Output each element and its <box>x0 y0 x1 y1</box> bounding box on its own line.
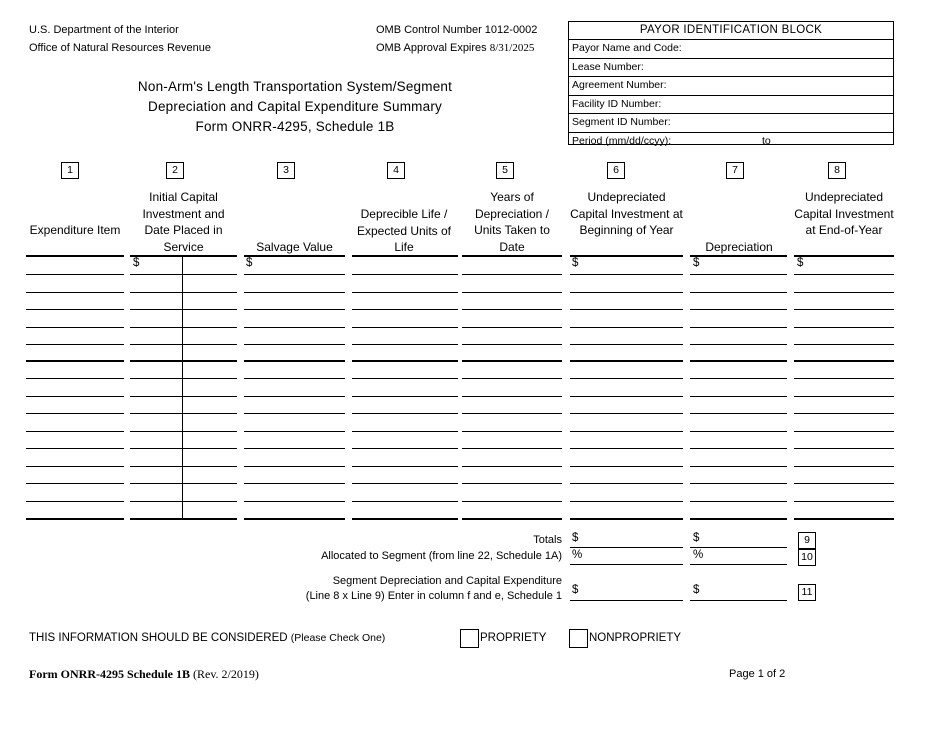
table-row-line[interactable] <box>570 344 683 345</box>
table-header-rule <box>794 255 894 257</box>
table-row-line <box>130 518 237 520</box>
table-row-line[interactable] <box>462 309 562 310</box>
table-row-line[interactable] <box>130 483 237 484</box>
table-row-line[interactable] <box>26 396 124 397</box>
table-row-line[interactable] <box>26 501 124 502</box>
table-row-line[interactable] <box>244 309 345 310</box>
column-number-8: 8 <box>828 162 846 179</box>
table-row-line[interactable] <box>690 327 787 328</box>
column-header-undepreciated-end: Undepreciated Capital Investment at End-of-Year <box>794 190 894 237</box>
totals-col6-field[interactable] <box>570 547 683 548</box>
table-row-line[interactable] <box>570 292 683 293</box>
table-row-line[interactable] <box>130 344 237 345</box>
table-row-line[interactable] <box>570 396 683 397</box>
table-row-line[interactable] <box>794 483 894 484</box>
table-header-rule <box>352 255 458 257</box>
footer-form-id <box>29 667 259 682</box>
propriety-label: PROPRIETY <box>480 632 547 644</box>
table-row-line <box>352 518 458 520</box>
table-row-line[interactable] <box>130 360 237 362</box>
table-row-line[interactable] <box>352 396 458 397</box>
table-row-line[interactable] <box>130 274 237 275</box>
table-row-line[interactable] <box>352 274 458 275</box>
table-row-line[interactable] <box>794 431 894 432</box>
table-row-line[interactable] <box>690 448 787 449</box>
currency-symbol-col2: $ <box>133 257 140 269</box>
table-row-line[interactable] <box>794 413 894 414</box>
table-row-line[interactable] <box>130 292 237 293</box>
facility-id-field[interactable] <box>569 96 893 115</box>
column-header-initial-capital: Initial Capital Investment and Date Placed in Service <box>142 190 225 254</box>
currency-symbol-col3: $ <box>246 257 253 269</box>
table-row-line[interactable] <box>462 396 562 397</box>
table-row-line[interactable] <box>26 360 124 362</box>
table-row-line[interactable] <box>130 466 237 467</box>
allocated-col6-percent: % <box>572 549 583 561</box>
table-row-line <box>794 518 894 520</box>
table-row-line[interactable] <box>244 344 345 345</box>
column-2-divider <box>182 257 183 519</box>
table-row-line[interactable] <box>130 378 237 379</box>
table-row-line[interactable] <box>794 378 894 379</box>
table-row-line[interactable] <box>26 466 124 467</box>
table-row-line <box>462 518 562 520</box>
allocated-label: Allocated to Segment (from line 22, Schedule 1A) <box>321 550 562 562</box>
table-row-line[interactable] <box>794 466 894 467</box>
table-row-line[interactable] <box>570 309 683 310</box>
table-row-line[interactable] <box>794 448 894 449</box>
column-header-depreciation: Depreciation <box>705 240 773 254</box>
segment-id-label: Segment ID Number: <box>572 116 671 128</box>
table-header-rule <box>130 255 237 257</box>
table-row-line[interactable] <box>794 309 894 310</box>
table-row-line[interactable] <box>352 360 458 362</box>
table-row-line[interactable] <box>244 274 345 275</box>
table-row-line[interactable] <box>462 413 562 414</box>
omb-expires-date: 8/31/2025 <box>489 42 535 54</box>
period-to-label: to <box>762 134 771 147</box>
totals-label: Totals <box>533 534 562 546</box>
office-name: Office of Natural Resources Revenue <box>29 42 211 54</box>
table-row-line[interactable] <box>462 501 562 502</box>
page-number: Page 1 of 2 <box>729 668 786 680</box>
table-row-line <box>570 518 683 520</box>
table-row-line[interactable] <box>462 378 562 379</box>
table-row-line[interactable] <box>26 344 124 345</box>
table-row-line[interactable] <box>26 413 124 414</box>
table-row-line[interactable] <box>244 292 345 293</box>
table-row-line[interactable] <box>570 360 683 362</box>
column-header-years-of-depreciation: Years of Depreciation / Units Taken to Date <box>474 190 550 254</box>
table-row-line[interactable] <box>244 396 345 397</box>
table-row-line[interactable] <box>26 448 124 449</box>
table-row-line[interactable] <box>462 431 562 432</box>
table-row-line <box>244 518 345 520</box>
table-row-line[interactable] <box>352 466 458 467</box>
table-row-line[interactable] <box>244 466 345 467</box>
table-row-line[interactable] <box>352 413 458 414</box>
agreement-number-field[interactable] <box>569 77 893 96</box>
table-row-line[interactable] <box>570 483 683 484</box>
table-row-line[interactable] <box>690 309 787 310</box>
table-row-line[interactable] <box>690 344 787 345</box>
table-row-line[interactable] <box>462 327 562 328</box>
line-number-11: 11 <box>798 584 816 601</box>
table-row-line[interactable] <box>570 378 683 379</box>
table-row-line[interactable] <box>352 448 458 449</box>
table-row-line[interactable] <box>26 309 124 310</box>
table-row-line[interactable] <box>352 327 458 328</box>
table-row-line[interactable] <box>794 274 894 275</box>
table-row-line[interactable] <box>794 396 894 397</box>
table-row-line[interactable] <box>794 292 894 293</box>
table-header-rule <box>690 255 787 257</box>
column-header-deprecible-life: Deprecible Life / Expected Units of Life <box>356 207 452 254</box>
table-row-line[interactable] <box>690 360 787 362</box>
table-row-line[interactable] <box>462 292 562 293</box>
segment-col6-field[interactable] <box>570 600 683 601</box>
table-row-line[interactable] <box>794 344 894 345</box>
table-row-line[interactable] <box>130 431 237 432</box>
segment-col6-currency: $ <box>572 584 579 596</box>
column-number-7: 7 <box>726 162 744 179</box>
table-row-line[interactable] <box>244 327 345 328</box>
lease-number-field[interactable] <box>569 59 893 78</box>
payor-block-heading: PAYOR IDENTIFICATION BLOCK <box>569 22 893 40</box>
totals-col7-currency: $ <box>693 532 700 544</box>
table-row-line[interactable] <box>690 274 787 275</box>
table-row-line[interactable] <box>794 501 894 502</box>
form-title-line-3: Form ONRR-4295, Schedule 1B <box>195 119 395 134</box>
form-title <box>60 77 530 137</box>
table-row-line[interactable] <box>570 327 683 328</box>
segment-col7-currency: $ <box>693 584 700 596</box>
column-number-2: 2 <box>166 162 184 179</box>
table-row-line[interactable] <box>462 344 562 345</box>
table-row-line[interactable] <box>570 274 683 275</box>
nonpropriety-checkbox[interactable] <box>569 629 588 648</box>
table-header-rule <box>462 255 562 257</box>
table-row-line[interactable] <box>462 466 562 467</box>
payor-identification-block <box>568 21 894 145</box>
table-row-line[interactable] <box>26 483 124 484</box>
footer-form-name: Form ONRR-4295 Schedule 1B <box>29 667 190 681</box>
table-row-line[interactable] <box>130 396 237 397</box>
table-row-line[interactable] <box>352 309 458 310</box>
segment-label-line-2: (Line 8 x Line 9) Enter in column f and e, Schedule 1 <box>305 590 562 602</box>
table-row-line[interactable] <box>462 448 562 449</box>
table-row-line[interactable] <box>352 431 458 432</box>
line-number-9: 9 <box>798 532 816 549</box>
consider-statement <box>29 632 385 644</box>
segment-label-line-1: Segment Depreciation and Capital Expenditure <box>332 575 562 587</box>
payor-name-field[interactable] <box>569 40 893 59</box>
column-header-salvage-value: Salvage Value <box>256 240 333 254</box>
table-row-line[interactable] <box>244 483 345 484</box>
table-row-line[interactable] <box>570 501 683 502</box>
table-row-line[interactable] <box>690 466 787 467</box>
currency-symbol-col7: $ <box>693 257 700 269</box>
segment-col7-field[interactable] <box>690 600 787 601</box>
table-row-line[interactable] <box>794 327 894 328</box>
table-row-line[interactable] <box>794 360 894 362</box>
column-number-3: 3 <box>277 162 295 179</box>
column-number-6: 6 <box>607 162 625 179</box>
consider-hint: (Please Check One) <box>290 632 386 644</box>
propriety-checkbox[interactable] <box>460 629 479 648</box>
omb-control-number: OMB Control Number 1012-0002 <box>376 24 538 36</box>
currency-symbol-col8: $ <box>797 257 804 269</box>
table-row-line[interactable] <box>352 344 458 345</box>
allocated-col7-percent: % <box>693 549 704 561</box>
period-label: Period (mm/dd/ccyy): <box>572 134 672 147</box>
table-row-line[interactable] <box>352 292 458 293</box>
column-number-1: 1 <box>61 162 79 179</box>
table-row-line[interactable] <box>244 431 345 432</box>
table-row-line[interactable] <box>690 378 787 379</box>
table-row-line[interactable] <box>690 501 787 502</box>
totals-col6-currency: $ <box>572 532 579 544</box>
table-header-rule <box>26 255 124 257</box>
table-row-line[interactable] <box>26 378 124 379</box>
consider-label: THIS INFORMATION SHOULD BE CONSIDERED <box>29 632 288 644</box>
column-number-4: 4 <box>387 162 405 179</box>
table-row-line[interactable] <box>570 431 683 432</box>
table-header-rule <box>244 255 345 257</box>
agreement-number-label: Agreement Number: <box>572 79 667 91</box>
table-row-line[interactable] <box>570 466 683 467</box>
omb-expires-label: OMB Approval Expires <box>376 42 487 54</box>
agency-name: U.S. Department of the Interior <box>29 24 179 36</box>
omb-expiration <box>376 42 534 54</box>
table-row-line[interactable] <box>130 448 237 449</box>
allocated-col6-field[interactable] <box>570 564 683 565</box>
table-row-line[interactable] <box>352 501 458 502</box>
footer-revision: (Rev. 2/2019) <box>193 667 259 681</box>
table-row-line[interactable] <box>244 501 345 502</box>
table-row-line[interactable] <box>26 327 124 328</box>
table-row-line[interactable] <box>244 360 345 362</box>
form-title-line-2: Depreciation and Capital Expenditure Summary <box>148 99 442 114</box>
column-number-5: 5 <box>496 162 514 179</box>
table-row-line[interactable] <box>244 413 345 414</box>
facility-id-label: Facility ID Number: <box>572 97 662 110</box>
segment-id-field[interactable] <box>569 114 893 133</box>
table-row-line[interactable] <box>130 501 237 502</box>
table-row-line <box>690 518 787 520</box>
table-row-line[interactable] <box>690 413 787 414</box>
table-row-line[interactable] <box>570 448 683 449</box>
allocated-col7-field[interactable] <box>690 564 787 565</box>
period-field[interactable] <box>569 133 893 151</box>
table-row-line[interactable] <box>26 274 124 275</box>
table-row-line[interactable] <box>690 292 787 293</box>
table-row-line[interactable] <box>352 483 458 484</box>
column-header-expenditure-item: Expenditure Item <box>29 223 121 237</box>
currency-symbol-col6: $ <box>572 257 579 269</box>
totals-col7-field[interactable] <box>690 547 787 548</box>
table-row-line[interactable] <box>244 378 345 379</box>
lease-number-label: Lease Number: <box>572 60 644 73</box>
payor-name-label: Payor Name and Code: <box>572 42 682 54</box>
table-row-line[interactable] <box>690 396 787 397</box>
table-row-line[interactable] <box>130 327 237 328</box>
column-header-undepreciated-beginning: Undepreciated Capital Investment at Beginning of Year <box>570 190 683 237</box>
table-row-line[interactable] <box>26 431 124 432</box>
table-row-line[interactable] <box>244 448 345 449</box>
table-row-line[interactable] <box>130 309 237 310</box>
nonpropriety-label: NONPROPRIETY <box>589 632 682 644</box>
table-row-line[interactable] <box>690 431 787 432</box>
table-row-line[interactable] <box>690 483 787 484</box>
table-row-line[interactable] <box>352 378 458 379</box>
table-row-line[interactable] <box>462 483 562 484</box>
table-row-line[interactable] <box>26 292 124 293</box>
table-row-line[interactable] <box>570 413 683 414</box>
line-number-10: 10 <box>798 549 816 566</box>
table-row-line <box>26 518 124 520</box>
form-title-line-1: Non-Arm's Length Transportation System/Segment <box>137 79 453 94</box>
table-row-line[interactable] <box>462 360 562 362</box>
table-row-line[interactable] <box>130 413 237 414</box>
table-header-rule <box>570 255 683 257</box>
table-row-line[interactable] <box>462 274 562 275</box>
